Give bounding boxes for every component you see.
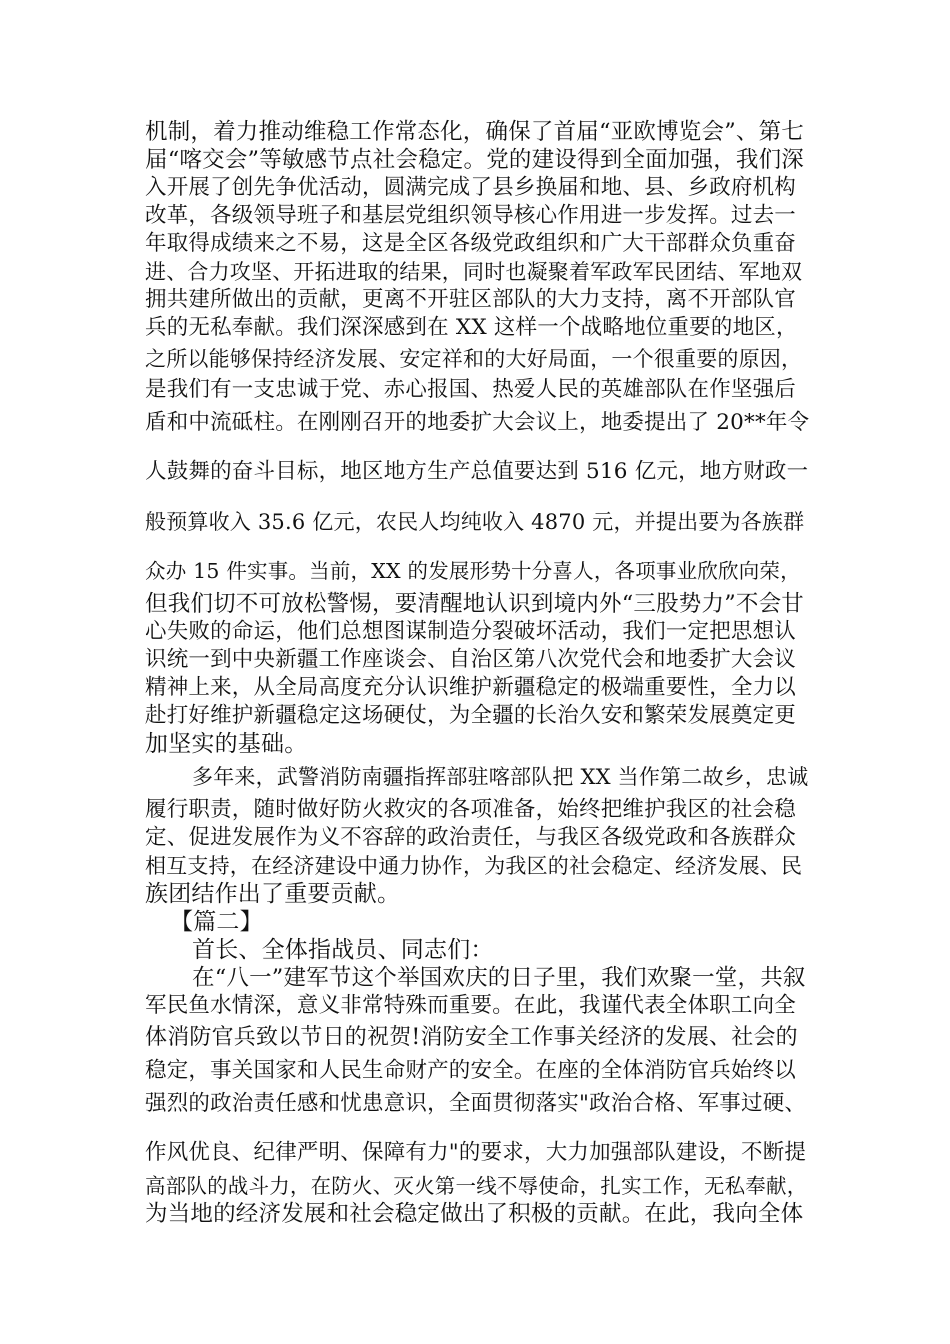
text-line: 识统一到中央新疆工作座谈会、自治区第八次党代会和地委扩大会议: [145, 647, 797, 672]
text-line: 赴打好维护新疆稳定这场硬仗，为全疆的长治久安和繁荣发展奠定更: [145, 703, 797, 728]
text-line: 加坚实的基础。: [145, 731, 308, 757]
text-line: 精神上来，从全局高度充分认识维护新疆稳定的极端重要性，全力以: [145, 675, 797, 700]
text-line: 定、促进发展作为义不容辞的政治责任，与我区各级党政和各族群众: [145, 825, 797, 850]
text-line: 强烈的政治责任感和忧患意识，全面贯彻落实"政治合格、军事过硬、: [145, 1091, 807, 1116]
text-line: 军民鱼水情深，意义非常特殊而重要。在此，我谨代表全体职工向全: [145, 993, 797, 1018]
text-line: 为当地的经济发展和社会稳定做出了积极的贡献。在此，我向全体: [145, 1201, 804, 1227]
paragraph-first-line: 多年来，武警消防南疆指挥部驻喀部队把 XX 当作第二故乡，忠诚: [192, 765, 809, 789]
text-line: 心失败的命运，他们总想图谋制造分裂破坏活动，我们一定把思想认: [145, 619, 797, 644]
text-line: 履行职责，随时做好防火救灾的各项准备，始终把维护我区的社会稳: [145, 797, 797, 822]
text-line: 体消防官兵致以节日的祝贺!消防安全工作事关经济的发展、社会的: [145, 1025, 798, 1050]
text-line: 兵的无私奉献。我们深深感到在 XX 这样一个战略地位重要的地区，: [145, 315, 798, 340]
text-line: 机制，着力推动维稳工作常态化，确保了首届“亚欧博览会”、第七: [145, 119, 805, 145]
section-heading: 【篇二】: [170, 909, 263, 935]
text-line: 人鼓舞的奋斗目标，地区地方生产总值要达到 516 亿元，地方财政一: [145, 459, 809, 484]
text-line: 但我们切不可放松警惕，要清醒地认识到境内外“三股势力”不会甘: [145, 591, 805, 617]
text-line: 届“喀交会”等敏感节点社会稳定。党的建设得到全面加强，我们深: [145, 147, 805, 173]
text-line: 族团结作出了重要贡献。: [145, 881, 401, 907]
text-line: 之所以能够保持经济发展、安定祥和的大好局面，一个很重要的原因，: [145, 347, 803, 371]
text-line: 进、合力攻坚、开拓进取的结果，同时也凝聚着军政军民团结、军地双: [145, 260, 803, 284]
salutation-line: 首长、全体指战员、同志们：: [192, 937, 494, 963]
text-line: 相互支持，在经济建设中通力协作，为我区的社会稳定、经济发展、民: [145, 854, 803, 878]
text-line: 是我们有一支忠诚于党、赤心报国、热爱人民的英雄部队在作坚强后: [145, 377, 797, 402]
text-line: 改革，各级领导班子和基层党组织领导核心作用进一步发挥。过去一: [145, 203, 797, 228]
text-line: 盾和中流砥柱。在刚刚召开的地委扩大会议上，地委提出了 20**年令: [145, 410, 810, 435]
text-line: 拥共建所做出的贡献，更离不开驻区部队的大力支持，离不开部队官: [145, 287, 797, 312]
text-line: 众办 15 件实事。当前，XX 的发展形势十分喜人，各项事业欣欣向荣，: [145, 559, 801, 583]
text-line: 般预算收入 35.6 亿元，农民人均纯收入 4870 元，并提出要为各族群: [145, 510, 805, 534]
text-line: 作风优良、纪律严明、保障有力"的要求，大力加强部队建设，不断提: [145, 1140, 807, 1165]
text-line: 年取得成绩来之不易，这是全区各级党政组织和广大干部群众负重奋: [145, 231, 797, 256]
text-line: 高部队的战斗力，在防火、灭火第一线不辱使命，扎实工作，无私奉献，: [145, 1174, 808, 1198]
paragraph-first-line: 在“八一”建军节这个举国欢庆的日子里，我们欢聚一堂，共叙: [192, 965, 806, 991]
text-line: 入开展了创先争优活动，圆满完成了县乡换届和地、县、乡政府机构: [145, 175, 797, 200]
text-line: 稳定，事关国家和人民生命财产的安全。在座的全体消防官兵始终以: [145, 1058, 797, 1083]
